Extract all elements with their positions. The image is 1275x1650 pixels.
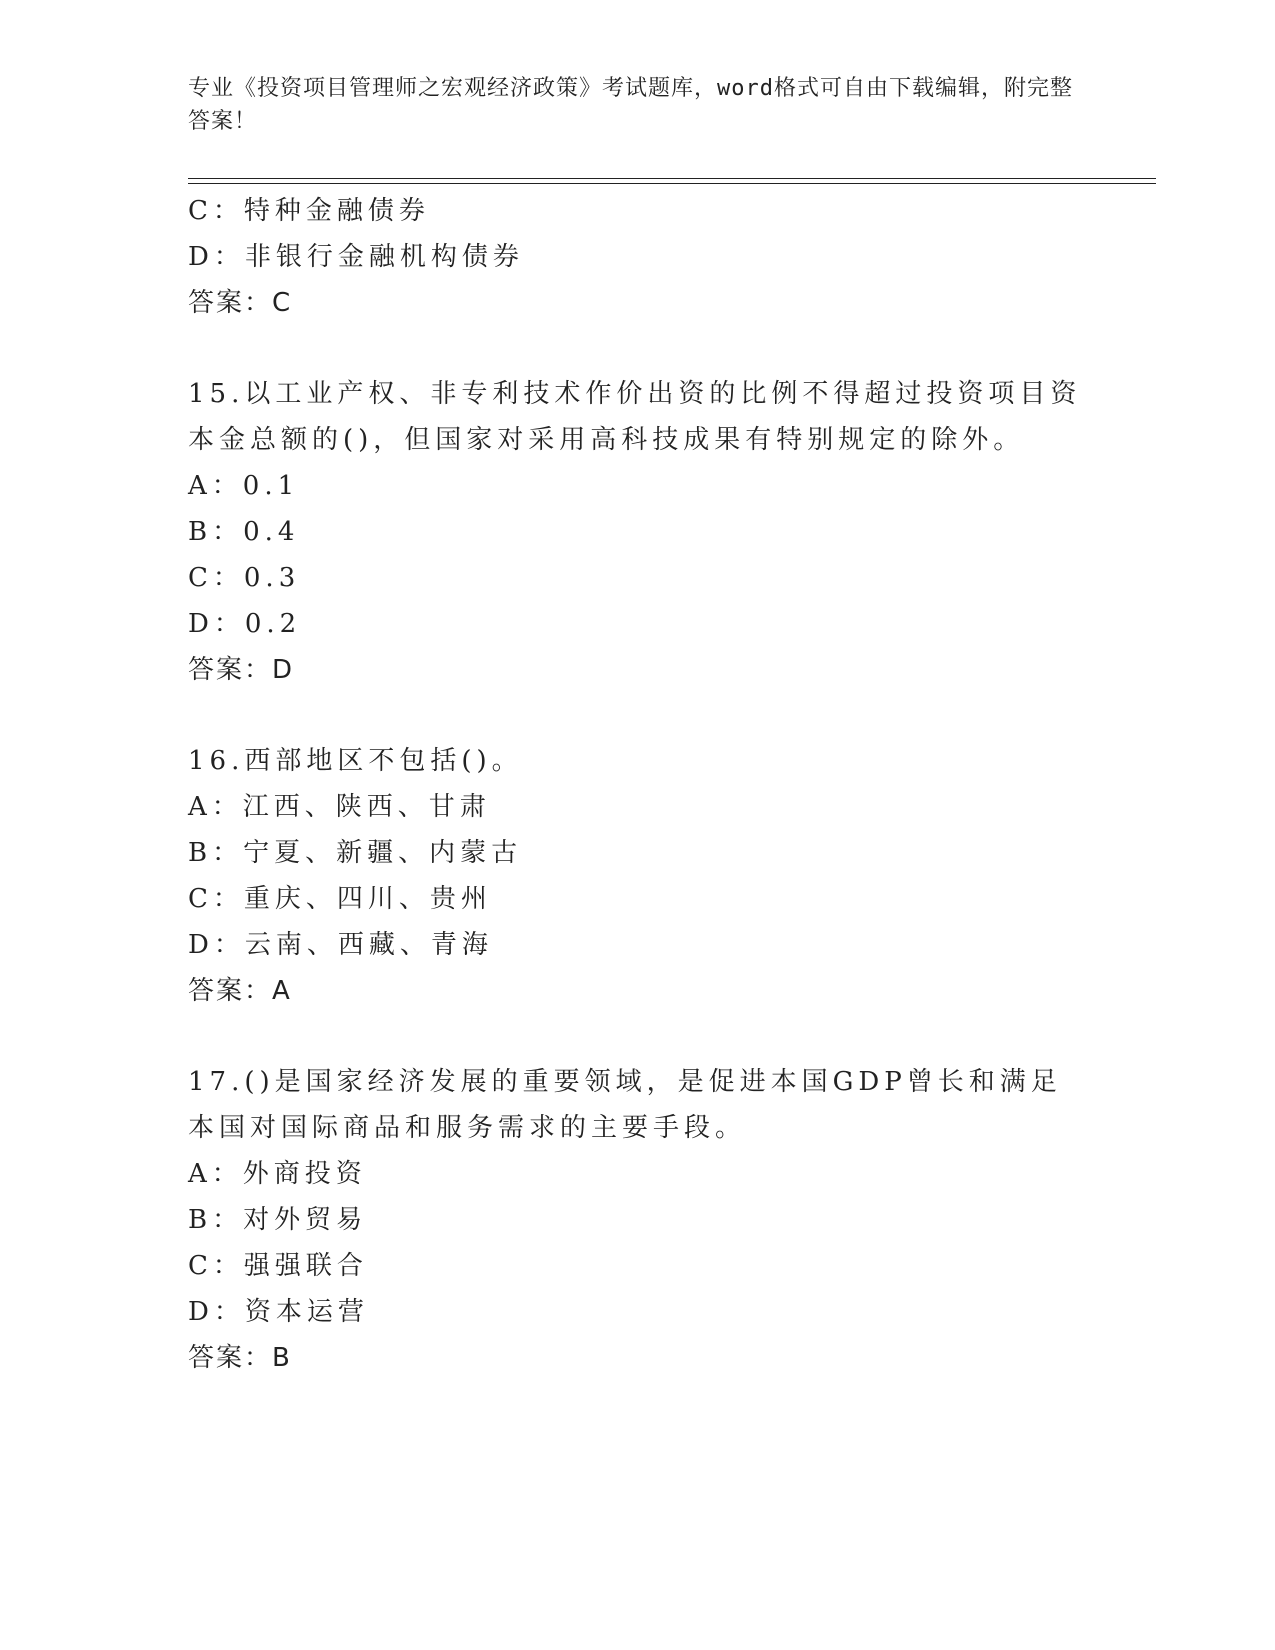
option-d: D：云南、西藏、青海 xyxy=(188,930,493,960)
question-16 xyxy=(188,738,1088,1014)
question-text: 17.()是国家经济发展的重要领域，是促进本国GDP曾长和满足本国对国际商品和服务需求的主要手段。 xyxy=(188,1067,1062,1143)
page-header: 专业《投资项目管理师之宏观经济政策》考试题库，word格式可自由下载编辑，附完整答案！ xyxy=(188,76,1073,134)
option-d: D：资本运营 xyxy=(188,1297,369,1327)
answer: 答案：D xyxy=(188,655,295,685)
question-17 xyxy=(188,1059,1088,1381)
prev-question xyxy=(188,188,1088,326)
answer: 答案：C xyxy=(188,288,293,318)
option-c: C：特种金融债券 xyxy=(188,196,430,226)
option-c: C：0.3 xyxy=(188,563,301,593)
header-rule-bottom xyxy=(188,183,1156,184)
question-text: 15.以工业产权、非专利技术作价出资的比例不得超过投资项目资本金总额的()，但国家对采用高科技成果有特别规定的除外。 xyxy=(188,379,1082,455)
question-15 xyxy=(188,371,1088,693)
question-content xyxy=(188,188,1088,1381)
option-d: D：0.2 xyxy=(188,609,302,639)
option-b: B：宁夏、新疆、内蒙古 xyxy=(188,838,523,868)
question-text: 16.西部地区不包括()。 xyxy=(188,746,523,776)
answer: 答案：A xyxy=(188,976,292,1006)
option-a: A：0.1 xyxy=(188,471,300,501)
option-c: C：强强联合 xyxy=(188,1251,368,1281)
option-b: B：0.4 xyxy=(188,517,300,547)
option-b: B：对外贸易 xyxy=(188,1205,368,1235)
option-d: D：非银行金融机构债券 xyxy=(188,242,524,272)
answer: 答案：B xyxy=(188,1343,292,1373)
option-c: C：重庆、四川、贵州 xyxy=(188,884,492,914)
header-rule-top xyxy=(188,178,1156,179)
option-a: A：外商投资 xyxy=(188,1159,367,1189)
option-a: A：江西、陕西、甘肃 xyxy=(188,792,491,822)
